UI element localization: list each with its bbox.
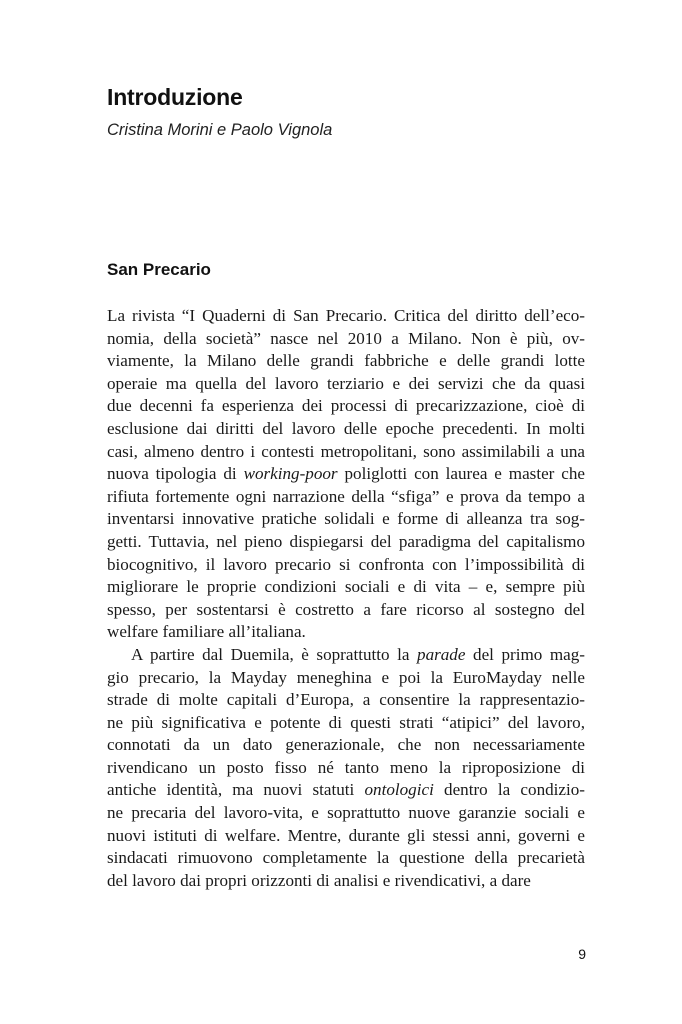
paragraph bbox=[107, 644, 585, 893]
text-line bbox=[107, 395, 585, 418]
text-segment: esclusione dai diritti del lavoro delle epoche precedenti. In molti bbox=[107, 418, 585, 438]
chapter-authors: Cristina Morini e Paolo Vignola bbox=[107, 121, 333, 139]
text-line bbox=[107, 644, 585, 667]
paragraph bbox=[107, 305, 585, 644]
text-segment: rifiuta fortemente ogni narrazione della “sfiga” e prova da tempo a bbox=[107, 486, 585, 506]
text-segment: getti. Tuttavia, nel pieno dispiegarsi del paradigma del capitalismo bbox=[107, 531, 585, 551]
text-line bbox=[107, 621, 585, 644]
text-line bbox=[107, 486, 585, 509]
section-heading: San Precario bbox=[107, 260, 211, 279]
italic-term: parade bbox=[417, 644, 466, 664]
italic-term: working-poor bbox=[243, 464, 338, 484]
text-line bbox=[107, 508, 585, 531]
text-line bbox=[107, 328, 585, 351]
text-line bbox=[107, 689, 585, 712]
text-segment: rivendicano un posto fisso né tanto meno la riproposizione di bbox=[107, 757, 585, 777]
text-line bbox=[107, 441, 585, 464]
text-line bbox=[107, 463, 585, 486]
text-line bbox=[107, 825, 585, 848]
text-segment: nomia, della società” nasce nel 2010 a Milano. Non è più, ov- bbox=[107, 328, 585, 348]
text-line bbox=[107, 418, 585, 441]
text-segment: del primo mag- bbox=[465, 644, 585, 664]
text-segment: casi, almeno dentro i contesti metropolitani, sono assimilabili a una bbox=[107, 441, 585, 461]
text-segment: welfare familiare all’italiana. bbox=[107, 622, 306, 642]
text-line bbox=[107, 531, 585, 554]
text-segment: del lavoro dai propri orizzonti di analisi e rivendicativi, a dare bbox=[107, 870, 531, 890]
body-text bbox=[107, 305, 585, 892]
italic-term: ontologici bbox=[364, 780, 434, 800]
text-line bbox=[107, 757, 585, 780]
text-segment: operaie ma quella del lavoro terziario e dei servizi che da quasi bbox=[107, 373, 585, 393]
text-segment: sindacati rimuovono completamente la questione della precarietà bbox=[107, 848, 585, 868]
text-segment: antiche identità, ma nuovi statuti bbox=[107, 780, 365, 800]
chapter-title: Introduzione bbox=[107, 84, 243, 110]
text-segment: nuova tipologia di bbox=[107, 464, 244, 484]
text-line bbox=[107, 554, 585, 577]
text-line bbox=[107, 847, 585, 870]
text-segment: due decenni fa esperienza dei processi di precarizzazione, cioè di bbox=[107, 396, 585, 416]
text-line bbox=[107, 870, 585, 893]
text-segment: dentro la condizio- bbox=[433, 780, 585, 800]
text-segment: strade di molte capitali d’Europa, a consentire la rappresentazio- bbox=[107, 690, 585, 710]
text-line bbox=[107, 712, 585, 735]
text-line bbox=[107, 667, 585, 690]
text-segment: La rivista “I Quaderni di San Precario. Critica del diritto dell’eco- bbox=[107, 306, 585, 325]
text-line bbox=[107, 350, 585, 373]
text-line bbox=[107, 305, 585, 328]
text-segment: A partire dal Duemila, è soprattutto la bbox=[131, 644, 418, 664]
text-line bbox=[107, 373, 585, 396]
text-segment: connotati da un dato generazionale, che non necessariamente bbox=[107, 735, 585, 755]
text-segment: nuovi istituti di welfare. Mentre, durante gli stessi anni, governi e bbox=[107, 825, 585, 845]
text-segment: gio precario, la Mayday meneghina e poi la EuroMayday nelle bbox=[107, 667, 585, 687]
text-segment: viamente, la Milano delle grandi fabbriche e delle grandi lotte bbox=[107, 351, 585, 371]
text-segment: ne più significativa e potente di questi strati “atipici” del lavoro, bbox=[107, 712, 585, 732]
text-segment: ne precaria del lavoro-vita, e soprattutto nuove garanzie sociali e bbox=[107, 803, 585, 823]
text-line bbox=[107, 576, 585, 599]
text-line bbox=[107, 779, 585, 802]
text-segment: poliglotti con laurea e master che bbox=[337, 464, 585, 484]
text-segment: inventarsi innovative pratiche solidali e forme di alleanza tra sog- bbox=[107, 509, 585, 529]
text-segment: migliorare le proprie condizioni sociali e di vita – e, sempre più bbox=[107, 577, 585, 597]
text-line bbox=[107, 734, 585, 757]
page-number: 9 bbox=[578, 946, 586, 962]
text-line bbox=[107, 802, 585, 825]
text-line bbox=[107, 599, 585, 622]
text-segment: spesso, per sostentarsi è costretto a fare ricorso al sostegno del bbox=[107, 599, 585, 619]
text-segment: biocognitivo, il lavoro precario si confronta con l’impossibilità di bbox=[107, 554, 585, 574]
